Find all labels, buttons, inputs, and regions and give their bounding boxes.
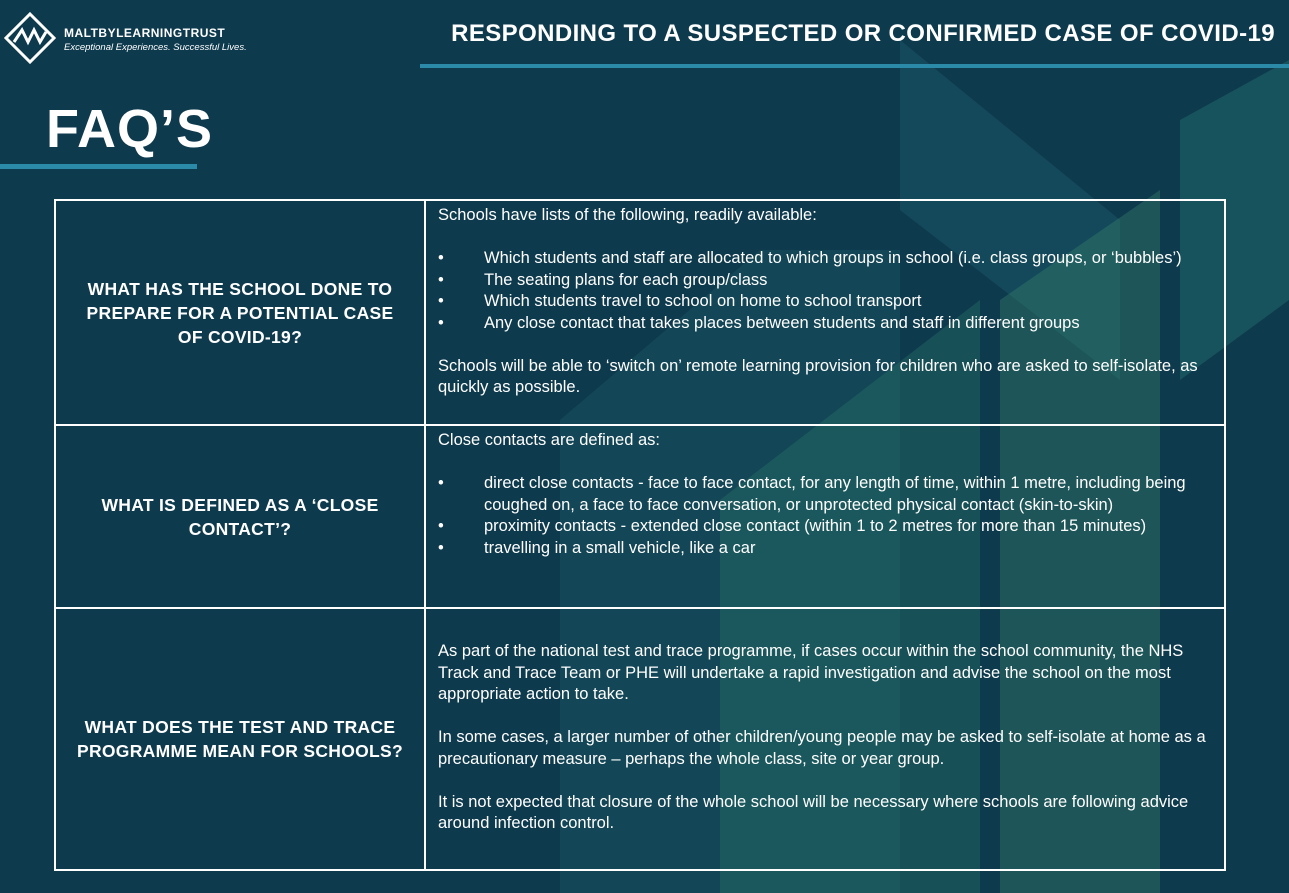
answer-paragraph: As part of the national test and trace programme, if cases occur within the school community, the NHS Track and Trace Team or PHE will undertake a rapid investigation and advise the school on the most appropriate action to take. <box>438 642 1184 704</box>
bullet-icon: • <box>438 517 444 535</box>
answer-bullet-list <box>438 248 1210 334</box>
maltby-logo-icon <box>4 12 56 64</box>
faq-row <box>55 608 1225 870</box>
logo-name: MALTBYLEARNINGTRUST <box>64 26 226 40</box>
page-title-underline <box>0 164 197 169</box>
bullet-icon: • <box>438 313 444 332</box>
bullet-icon: • <box>438 474 444 492</box>
faq-question: WHAT IS DEFINED AS A ‘CLOSE CONTACT’? <box>55 425 425 608</box>
answer-intro: Schools have lists of the following, readily available: <box>438 206 817 224</box>
bullet-icon: • <box>438 292 444 310</box>
page-title: FAQ’S <box>46 99 214 159</box>
bullet-icon: • <box>438 249 444 267</box>
list-item: • direct close contacts - face to face contact, for any length of time, within 1 metre, including being coughed on, a face to face conversation, or unprotected physical contact (skin-to-skin) <box>438 474 1186 514</box>
list-item: • The seating plans for each group/class <box>438 270 1210 292</box>
list-item: • Which students travel to school on home to school transport <box>438 291 1210 313</box>
answer-intro: Close contacts are defined as: <box>438 431 660 449</box>
faq-answer <box>425 200 1225 425</box>
bullet-icon: • <box>438 270 444 289</box>
faq-answer <box>425 425 1225 608</box>
faq-question: WHAT HAS THE SCHOOL DONE TO PREPARE FOR A POTENTIAL CASE OF COVID-19? <box>55 200 425 425</box>
faq-answer <box>425 608 1225 870</box>
bullet-icon: • <box>438 538 444 557</box>
faq-question: WHAT DOES THE TEST AND TRACE PROGRAMME MEAN FOR SCHOOLS? <box>55 608 425 870</box>
answer-outro: Schools will be able to ‘switch on’ remote learning provision for children who are asked to self-isolate, as quickly as possible. <box>438 356 1198 396</box>
answer-paragraph: In some cases, a larger number of other children/young people may be asked to self-isolate at home as a precautionary measure – perhaps the whole class, site or year group. <box>438 728 1206 768</box>
faq-row <box>55 200 1225 425</box>
answer-paragraph: It is not expected that closure of the whole school will be necessary where schools are following advice around infection control. <box>438 792 1189 833</box>
faq-row <box>55 425 1225 608</box>
logo-tagline: Exceptional Experiences. Successful Lives. <box>64 42 247 53</box>
list-item: • proximity contacts - extended close contact (within 1 to 2 metres for more than 15 minutes) <box>438 516 1210 538</box>
list-item: • travelling in a small vehicle, like a car <box>438 538 1210 560</box>
header <box>0 0 1289 80</box>
document-title: RESPONDING TO A SUSPECTED OR CONFIRMED CASE OF COVID-19 <box>451 20 1275 47</box>
answer-bullet-list <box>438 473 1210 559</box>
list-item: • Which students and staff are allocated to which groups in school (i.e. class groups, or ‘bubbles’) <box>438 248 1210 270</box>
title-underline <box>420 64 1289 68</box>
faq-table <box>54 199 1226 871</box>
list-item: • Any close contact that takes places between students and staff in different groups <box>438 313 1210 335</box>
